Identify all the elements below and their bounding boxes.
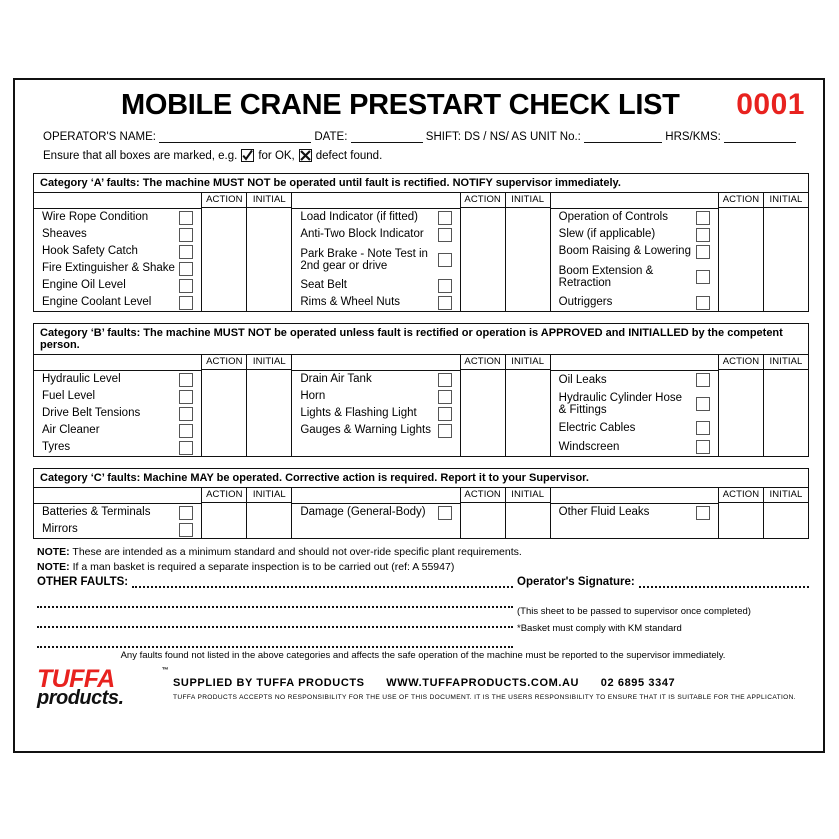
- other-faults-input-line-4[interactable]: [37, 635, 513, 648]
- table-row: [551, 209, 718, 226]
- table-row: [551, 371, 718, 389]
- item-checkbox[interactable]: [179, 424, 193, 438]
- table-row: [292, 243, 459, 277]
- category-c-body: [34, 488, 808, 538]
- item-checkbox[interactable]: [179, 407, 193, 421]
- item-checkbox[interactable]: [179, 211, 193, 225]
- category-a-group-3: [551, 193, 808, 311]
- item-checkbox[interactable]: [438, 296, 452, 310]
- item-label: Tyres: [42, 441, 71, 454]
- category-c-heading: Category ‘C’ faults: Machine MAY be operated. Corrective action is required. Report it to your Supervisor.: [34, 469, 808, 488]
- items-header-spacer: [551, 355, 718, 371]
- logo-secondary-text: products.: [37, 687, 124, 709]
- item-list: [34, 193, 202, 311]
- action-write-area[interactable]: [719, 208, 763, 311]
- item-label: Load Indicator (if fitted): [300, 211, 418, 224]
- date-label: DATE:: [314, 131, 348, 143]
- initial-column: [506, 193, 550, 311]
- website-link[interactable]: WWW.TUFFAPRODUCTS.COM.AU: [386, 677, 580, 689]
- note-2: [37, 561, 809, 573]
- item-label: Boom Raising & Lowering: [558, 245, 691, 258]
- initial-write-area[interactable]: [506, 503, 550, 538]
- other-faults-label: OTHER FAULTS:: [37, 576, 129, 588]
- initial-write-area[interactable]: [247, 503, 291, 538]
- note-1-label: NOTE:: [37, 546, 70, 558]
- items-header-spacer: [551, 488, 718, 504]
- supplier-info: [159, 667, 809, 701]
- action-write-area[interactable]: [202, 370, 246, 456]
- initial-header: INITIAL: [247, 488, 291, 503]
- disclaimer-text: TUFFA PRODUCTS ACCEPTS NO RESPONSIBILITY FOR THE USE OF THIS DOCUMENT. IT IS THE USERS RESPONSIBILITY TO ENSURE THAT IT IS SUITABLE FOR THE APPLICATION.: [173, 694, 796, 701]
- item-checkbox[interactable]: [179, 523, 193, 537]
- table-row: [34, 243, 201, 260]
- item-checkbox[interactable]: [696, 245, 710, 259]
- item-label: Hook Safety Catch: [42, 245, 138, 258]
- table-row: [34, 294, 201, 311]
- initial-write-area[interactable]: [764, 370, 808, 456]
- category-b-group-3: [551, 355, 808, 456]
- page-title: MOBILE CRANE PRESTART CHECK LIST: [121, 89, 680, 121]
- note-1-text: These are intended as a minimum standard and should not over-ride specific plant requirements.: [72, 546, 522, 558]
- action-column: [202, 355, 247, 456]
- note-2-text: If a man basket is required a separate inspection is to be carried out (ref: A 55947): [72, 561, 455, 573]
- item-list: [551, 355, 719, 456]
- item-list: [292, 193, 460, 311]
- trademark-icon: ™: [161, 667, 168, 674]
- item-checkbox[interactable]: [179, 390, 193, 404]
- action-header: ACTION: [461, 193, 505, 208]
- initial-column: [247, 355, 291, 456]
- item-label: Air Cleaner: [42, 424, 100, 437]
- action-write-area[interactable]: [202, 503, 246, 538]
- category-a-heading: Category ‘A’ faults: The machine MUST NOT be operated until fault is rectified. NOTIFY supervisor immediately.: [34, 174, 808, 193]
- table-row-spacer: [551, 521, 718, 538]
- action-write-area[interactable]: [719, 503, 763, 538]
- table-row: [551, 504, 718, 521]
- category-block-b: [33, 323, 809, 457]
- hrs-kms-input[interactable]: [724, 131, 796, 143]
- action-header: ACTION: [461, 355, 505, 370]
- item-checkbox[interactable]: [696, 270, 710, 284]
- supplied-by-text: SUPPLIED BY TUFFA PRODUCTS: [173, 677, 365, 689]
- signature-input[interactable]: [639, 577, 809, 588]
- action-write-area[interactable]: [719, 370, 763, 456]
- item-checkbox[interactable]: [179, 373, 193, 387]
- item-label: Windscreen: [558, 440, 620, 453]
- item-label: Fire Extinguisher & Shake: [42, 262, 175, 275]
- initial-header: INITIAL: [506, 193, 550, 208]
- item-label: Gauges & Warning Lights: [300, 424, 431, 437]
- item-label: Electric Cables: [558, 422, 636, 435]
- action-header: ACTION: [202, 488, 246, 503]
- initial-write-area[interactable]: [506, 370, 550, 456]
- action-write-area[interactable]: [461, 208, 505, 311]
- item-label: Rims & Wheel Nuts: [300, 296, 401, 309]
- item-list: [34, 355, 202, 456]
- table-row-spacer: [292, 439, 459, 456]
- action-header: ACTION: [719, 193, 763, 208]
- table-row: [292, 209, 459, 226]
- item-label: Wire Rope Condition: [42, 211, 149, 224]
- item-label: Anti-Two Block Indicator: [300, 228, 424, 241]
- item-label: Mirrors: [42, 523, 78, 536]
- initial-column: [247, 193, 291, 311]
- marking-instructions: [33, 149, 809, 162]
- cross-icon: [299, 149, 312, 162]
- phone-number: 02 6895 3347: [600, 677, 676, 689]
- initial-column: [506, 355, 550, 456]
- action-column: [202, 193, 247, 311]
- item-label: Fuel Level: [42, 390, 96, 403]
- table-row: [292, 388, 459, 405]
- table-row: [34, 405, 201, 422]
- table-row: [292, 371, 459, 388]
- action-column: [719, 488, 764, 538]
- initial-header: INITIAL: [506, 488, 550, 503]
- table-row: [292, 422, 459, 439]
- basket-standard-note: *Basket must comply with KM standard: [517, 623, 682, 634]
- items-header-spacer: [34, 488, 201, 504]
- item-checkbox[interactable]: [179, 245, 193, 259]
- table-row: [34, 260, 201, 277]
- category-block-a: [33, 173, 809, 312]
- item-checkbox[interactable]: [179, 441, 193, 455]
- action-header: ACTION: [202, 193, 246, 208]
- checkmark-icon: [241, 149, 254, 162]
- other-faults-input-line-2[interactable]: [37, 595, 513, 608]
- table-row: [551, 419, 718, 437]
- meta-fields-row: [33, 131, 809, 143]
- table-row: [34, 371, 201, 388]
- initial-header: INITIAL: [506, 355, 550, 370]
- item-checkbox[interactable]: [696, 440, 710, 454]
- item-checkbox[interactable]: [438, 373, 452, 387]
- notes-section: [33, 546, 809, 661]
- item-label: Lights & Flashing Light: [300, 407, 417, 420]
- items-header-spacer: [551, 193, 718, 209]
- defect-label: defect found.: [315, 149, 383, 162]
- items-header-spacer: [34, 355, 201, 371]
- initial-header: INITIAL: [764, 488, 808, 503]
- shift-unit-label: SHIFT: DS / NS/ AS UNIT No.:: [425, 131, 581, 143]
- initial-write-area[interactable]: [506, 208, 550, 311]
- ensure-text: Ensure that all boxes are marked, e.g.: [43, 149, 238, 162]
- initial-column: [764, 488, 808, 538]
- table-row: [34, 504, 201, 521]
- action-column: [719, 355, 764, 456]
- table-row: [292, 405, 459, 422]
- category-c-group-1: [34, 488, 292, 538]
- table-row: [551, 260, 718, 294]
- initial-write-area[interactable]: [247, 208, 291, 311]
- item-label: Engine Oil Level: [42, 279, 126, 292]
- serial-number: 0001: [736, 88, 805, 121]
- table-row-spacer: [292, 521, 459, 538]
- initial-column: [247, 488, 291, 538]
- table-row: [292, 277, 459, 294]
- initial-write-area[interactable]: [247, 370, 291, 456]
- category-b-heading: Category ‘B’ faults: The machine MUST NOT be operated unless fault is rectified or operation is APPROVED and INITIALLED by the competent person.: [34, 324, 808, 355]
- item-list: [551, 488, 719, 538]
- other-faults-column: [37, 576, 513, 648]
- date-input[interactable]: [351, 131, 423, 143]
- item-label: Outriggers: [558, 296, 613, 309]
- table-row: [34, 209, 201, 226]
- tuffa-logo: [37, 665, 168, 709]
- item-checkbox[interactable]: [438, 424, 452, 438]
- action-write-area[interactable]: [461, 503, 505, 538]
- item-label: Drain Air Tank: [300, 373, 372, 386]
- initial-header: INITIAL: [247, 193, 291, 208]
- item-checkbox[interactable]: [179, 262, 193, 276]
- items-header-spacer: [292, 488, 459, 504]
- action-write-area[interactable]: [461, 370, 505, 456]
- table-row: [551, 389, 718, 419]
- category-c-group-2: [292, 488, 550, 538]
- category-b-body: [34, 355, 808, 456]
- item-checkbox[interactable]: [179, 279, 193, 293]
- initial-column: [764, 355, 808, 456]
- document-frame: [13, 78, 825, 753]
- item-checkbox[interactable]: [438, 407, 452, 421]
- document-header: [33, 88, 809, 122]
- action-column: [202, 488, 247, 538]
- item-label: Other Fluid Leaks: [558, 506, 650, 519]
- item-label: Drive Belt Tensions: [42, 407, 141, 420]
- item-checkbox[interactable]: [438, 253, 452, 267]
- item-list: [551, 193, 719, 311]
- signature-column: [513, 576, 809, 648]
- table-row: [34, 277, 201, 294]
- operator-name-label: OPERATOR'S NAME:: [43, 131, 156, 143]
- document-inner: [33, 88, 809, 708]
- item-label: Hydraulic Cylinder Hose & Fittings: [558, 391, 683, 417]
- note-1: [37, 546, 809, 558]
- table-row: [551, 438, 718, 456]
- initial-header: INITIAL: [764, 193, 808, 208]
- item-list: [292, 488, 460, 538]
- item-label: Operation of Controls: [558, 211, 668, 224]
- note-2-label: NOTE:: [37, 561, 70, 573]
- action-column: [461, 193, 506, 311]
- initial-header: INITIAL: [764, 355, 808, 370]
- action-header: ACTION: [202, 355, 246, 370]
- item-list: [292, 355, 460, 456]
- category-a-group-1: [34, 193, 292, 311]
- initial-header: INITIAL: [247, 355, 291, 370]
- item-label: Sheaves: [42, 228, 87, 241]
- item-checkbox[interactable]: [696, 211, 710, 225]
- logo-tuffa-text: TUFFA: [37, 665, 115, 693]
- item-label: Damage (General-Body): [300, 506, 426, 519]
- item-label: Hydraulic Level: [42, 373, 121, 386]
- table-row: [292, 504, 459, 521]
- category-block-c: [33, 468, 809, 539]
- unit-number-input[interactable]: [584, 131, 662, 143]
- action-column: [461, 488, 506, 538]
- logo-primary-text: [37, 665, 168, 693]
- item-label: Oil Leaks: [558, 374, 607, 387]
- action-header: ACTION: [461, 488, 505, 503]
- category-b-group-2: [292, 355, 550, 456]
- category-a-body: [34, 193, 808, 311]
- category-b-group-1: [34, 355, 292, 456]
- item-label: Slew (if applicable): [558, 228, 656, 241]
- item-label: Seat Belt: [300, 279, 347, 292]
- signature-label: Operator's Signature:: [517, 576, 635, 588]
- action-column: [461, 355, 506, 456]
- item-checkbox[interactable]: [438, 506, 452, 520]
- table-row: [34, 521, 201, 538]
- initial-write-area[interactable]: [764, 208, 808, 311]
- item-label: Batteries & Terminals: [42, 506, 151, 519]
- items-header-spacer: [292, 355, 459, 371]
- item-checkbox[interactable]: [179, 506, 193, 520]
- table-row: [34, 388, 201, 405]
- initial-column: [764, 193, 808, 311]
- initial-column: [506, 488, 550, 538]
- item-checkbox[interactable]: [179, 296, 193, 310]
- hrs-kms-label: HRS/KMS:: [665, 131, 721, 143]
- footer-section: [33, 667, 809, 708]
- table-row: [551, 243, 718, 260]
- other-faults-grid: [37, 576, 809, 648]
- item-label: Engine Coolant Level: [42, 296, 152, 309]
- pass-to-supervisor-note: (This sheet to be passed to supervisor once completed): [517, 606, 751, 617]
- operator-name-input[interactable]: [159, 131, 311, 143]
- item-label: Horn: [300, 390, 326, 403]
- other-faults-input[interactable]: [132, 577, 513, 588]
- other-faults-input-line-3[interactable]: [37, 615, 513, 628]
- supplier-line: [173, 677, 809, 689]
- table-row: [34, 226, 201, 243]
- item-label: Boom Extension & Retraction: [558, 264, 654, 289]
- category-a-group-2: [292, 193, 550, 311]
- action-column: [719, 193, 764, 311]
- bottom-disclaimer-note: Any faults found not listed in the above categories and affects the safe operation of the machine must be reported to the supervisor immediately.: [120, 650, 726, 661]
- table-row: [34, 422, 201, 439]
- table-row: [34, 439, 201, 456]
- item-checkbox[interactable]: [696, 397, 710, 411]
- table-row: [292, 294, 459, 311]
- category-c-group-3: [551, 488, 808, 538]
- action-header: ACTION: [719, 488, 763, 503]
- item-checkbox[interactable]: [438, 228, 452, 242]
- item-label: Park Brake - Note Test in 2nd gear or drive: [300, 247, 428, 272]
- items-header-spacer: [34, 193, 201, 209]
- ok-label: for OK,: [258, 149, 295, 162]
- action-header: ACTION: [719, 355, 763, 370]
- initial-write-area[interactable]: [764, 503, 808, 538]
- item-checkbox[interactable]: [696, 506, 710, 520]
- item-checkbox[interactable]: [696, 228, 710, 242]
- table-row: [551, 294, 718, 311]
- table-row: [292, 226, 459, 243]
- item-checkbox[interactable]: [179, 228, 193, 242]
- item-checkbox[interactable]: [438, 211, 452, 225]
- item-checkbox[interactable]: [438, 390, 452, 404]
- item-checkbox[interactable]: [696, 296, 710, 310]
- action-write-area[interactable]: [202, 208, 246, 311]
- items-header-spacer: [292, 193, 459, 209]
- item-checkbox[interactable]: [438, 279, 452, 293]
- item-checkbox[interactable]: [696, 421, 710, 435]
- table-row: [551, 226, 718, 243]
- item-list: [34, 488, 202, 538]
- item-checkbox[interactable]: [696, 373, 710, 387]
